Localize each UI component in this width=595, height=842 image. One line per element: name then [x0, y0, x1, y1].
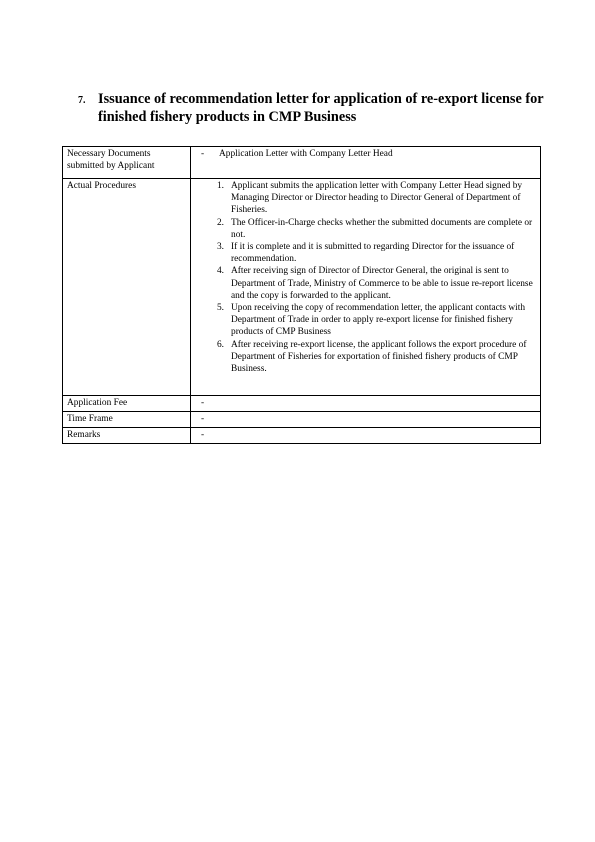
documents-label: Necessary Documents submitted by Applicant [63, 147, 191, 179]
step-text: Upon receiving the copy of recommendation letter, the applicant contacts with Department of Trade in order to apply re-export license for finished fishery products of CMP Business [231, 303, 526, 338]
table-row-fee [63, 396, 541, 412]
procedure-step [201, 265, 536, 302]
fee-value: - [191, 396, 541, 412]
documents-value: Application Letter with Company Letter Head [219, 149, 393, 159]
section-number: 7. [78, 95, 86, 106]
documents-cell [191, 147, 541, 179]
step-number: 5. [216, 303, 224, 314]
procedure-steps-list [201, 180, 536, 375]
fee-label: Application Fee [63, 396, 191, 412]
step-text: If it is complete and it is submitted to regarding Director for the issuance of recommendation. [231, 242, 515, 265]
step-number: 4. [216, 266, 224, 277]
step-number: 1. [216, 181, 224, 191]
step-number: 3. [216, 242, 224, 253]
section-title: Issuance of recommendation letter for application of re-export license for finished fishery products in CMP Business [98, 91, 544, 125]
remarks-value: - [191, 428, 541, 444]
table-row-procedures [63, 179, 541, 396]
step-number: 6. [216, 339, 224, 350]
documents-dash: - [201, 149, 205, 159]
step-text: After receiving sign of Director of Director General, the original is sent to Department of Trade, Ministry of Commerce to be able to issue re-report license and the copy is forwarded to the applicant. [231, 266, 533, 301]
step-text: The Officer-in-Charge checks whether the submitted documents are complete or not. [231, 217, 533, 240]
procedure-table [62, 146, 541, 444]
step-number: 2. [216, 217, 224, 228]
step-text: Applicant submits the application letter with Company Letter Head signed by Managing Director or Director heading to Director General of Department of Fisheries. [231, 181, 523, 216]
procedures-cell [191, 179, 541, 396]
time-frame-value: - [191, 412, 541, 428]
procedure-step [201, 339, 536, 376]
table-row-remarks [63, 428, 541, 444]
section-heading [78, 91, 548, 126]
procedure-step [201, 241, 536, 265]
step-text: After receiving re-export license, the applicant follows the export procedure of Department of Fisheries for exportation of finished fishery products of CMP Business. [231, 339, 527, 375]
table-row-documents [63, 147, 541, 179]
table-row-time-frame [63, 412, 541, 428]
time-frame-label: Time Frame [63, 412, 191, 428]
procedure-step [201, 302, 536, 339]
procedures-label: Actual Procedures [63, 179, 191, 396]
procedure-step [201, 217, 536, 241]
remarks-label: Remarks [63, 428, 191, 444]
procedure-step [201, 180, 536, 217]
